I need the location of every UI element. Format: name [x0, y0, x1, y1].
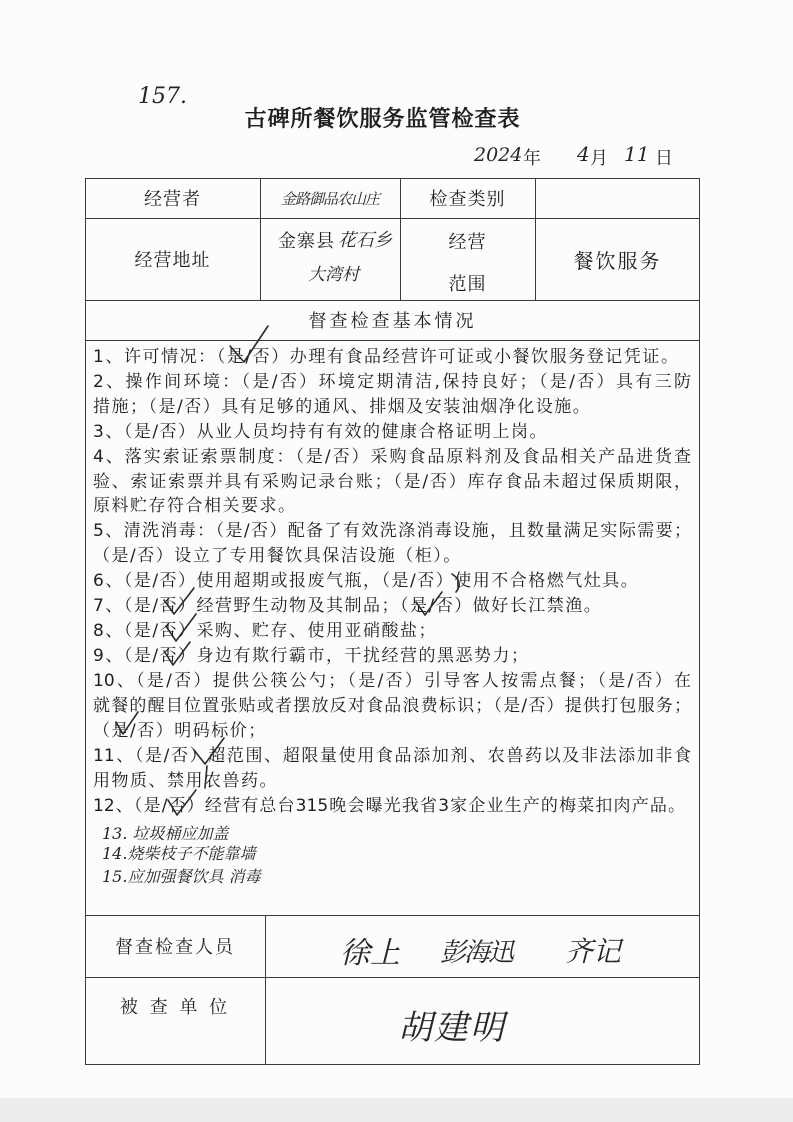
scan-edge — [0, 1098, 793, 1122]
checklist-line: 措施；（是/否）具有足够的通风、排烟及安装油烟净化设施。 — [93, 397, 592, 417]
handwritten-page-number: 157. — [138, 84, 187, 109]
handwritten-item: 15.应加强餐饮具 消毒 — [102, 867, 261, 886]
checklist-line: （是/否）明码标价； — [93, 721, 267, 741]
checklist-line: 8、（是/否）采购、贮存、使用亚硝酸盐； — [93, 621, 438, 641]
inspected-unit-label: 被 查 单 位 — [119, 997, 231, 1018]
inspector-signature: 齐记 — [565, 935, 622, 968]
date-day: 11 — [624, 142, 650, 166]
operator-label: 经营者 — [144, 189, 201, 210]
date-year: 2024 — [474, 144, 523, 166]
checklist-line: （是/否）设立了专用餐饮具保洁设施（柜）。 — [93, 546, 462, 566]
checklist-line: 9、（是/否）身边有欺行霸市，干扰经营的黑恶势力； — [93, 646, 530, 666]
operator-value: 金路御品农山庄 — [280, 189, 379, 208]
page-title: 古碑所餐饮服务监管检查表 — [244, 107, 521, 132]
checklist-line: 5、清洗消毒：（是/否）配备了有效洗涤消毒设施，且数量满足实际需要； — [93, 521, 691, 541]
date-day-label: 日 — [655, 148, 673, 169]
scope-label — [400, 218, 535, 300]
inspectors-label: 督查检查人员 — [115, 937, 235, 958]
checklist-line: 3、（是/否）从业人员均持有有效的健康合格证明上岗。 — [93, 422, 549, 442]
address-township: 花石乡 — [338, 230, 392, 251]
inspector-signature: 彭海迅 — [440, 938, 513, 968]
checklist-line: 7、（是/否）经营野生动物及其制品；（是/否）做好长江禁渔。 — [93, 596, 603, 616]
checklist-line: 6、（是/否）使用超期或报废气瓶，（是/否）使用不合格燃气灶具。 — [93, 571, 640, 591]
check-type-value — [535, 178, 700, 218]
handwritten-item: 13. 垃圾桶应加盖 — [102, 824, 229, 843]
checklist-line: 验、索证索票并具有采购记录台账；（是/否）库存食品未超过保质期限， — [93, 472, 691, 492]
checklist-line: 原料贮存符合相关要求。 — [93, 496, 297, 516]
checklist-line: 1、许可情况：（是/否）办理有食品经营许可证或小餐饮服务登记凭证。 — [93, 347, 678, 367]
scope-label-line-1: 经营 — [448, 232, 487, 253]
table-rule — [85, 340, 700, 341]
table-rule — [265, 915, 266, 1065]
checklist-line: 10、（是/否）提供公筷公勺；（是/否）引导客人按需点餐；（是/否）在 — [93, 671, 691, 691]
scope-value: 餐饮服务 — [573, 248, 662, 273]
inspector-signature: 徐上 — [340, 936, 400, 971]
date-month: 4 — [577, 142, 590, 166]
checklist-line: 11、（是/否）超范围、超限量使用食品添加剂、农兽药以及非法添加非食 — [93, 746, 691, 766]
checklist-line: 用物质、禁用农兽药。 — [93, 771, 278, 791]
inspected-unit-signature: 胡建明 — [398, 1008, 506, 1048]
section-title: 督查检查基本情况 — [308, 311, 477, 332]
address-village: 大湾村 — [308, 265, 359, 285]
checklist-line: 12、（是/否）经营有总台315晚会曝光我省3家企业生产的梅菜扣肉产品。 — [93, 796, 685, 816]
date-year-label: 年 — [523, 148, 541, 169]
checklist-line: 2、操作间环境：（是/否）环境定期清洁,保持良好；（是/否）具有三防 — [93, 372, 691, 392]
scope-label-line-2: 范围 — [448, 274, 487, 295]
date-month-label: 月 — [590, 148, 608, 169]
address-label: 经营地址 — [134, 250, 211, 271]
handwritten-item: 14.烧柴枝子不能靠墙 — [102, 844, 256, 863]
address-value — [260, 218, 400, 300]
checklist-line: 4、落实索证索票制度：（是/否）采购食品原料剂及食品相关产品进货查 — [93, 447, 691, 467]
checklist-line: 就餐的醒目位置张贴或者摆放反对食品浪费标识；（是/否）提供打包服务； — [93, 696, 691, 716]
address-printed: 金寨县 — [278, 231, 335, 252]
check-type-label: 检查类别 — [429, 189, 506, 210]
